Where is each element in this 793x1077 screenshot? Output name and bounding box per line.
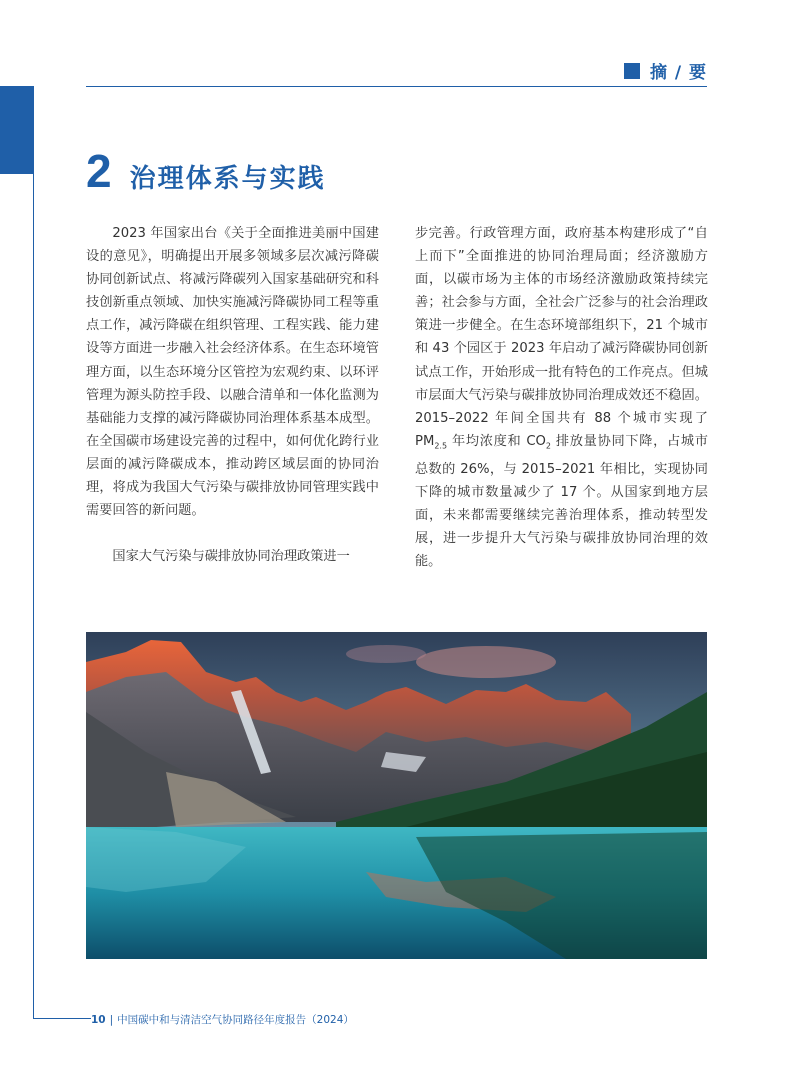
paragraph-text-b: 年均浓度和 CO [447,433,546,449]
page-footer [91,1012,354,1027]
section-title: 治理体系与实践 [129,164,326,194]
header-square-icon [624,63,640,79]
section-number: 2 [86,145,112,197]
section-heading [86,145,326,197]
pm-subscript: 2.5 [434,441,448,451]
running-header [624,58,707,83]
paragraph-2-continued [415,222,708,573]
header-rule [86,86,707,87]
header-section-label: 摘 / 要 [649,63,707,83]
paragraph-1: 2023 年国家出台《关于全面推进美丽中国建设的意见》，明确提出开展多领域多层次减污降碳协同创新试点、将减污降碳列入国家基础研究和科技创新重点领域、加快实施减污降碳协同工程等重点工作，减污降碳在组织管理、工程实践、能力建设等方面进一步融入社会经济体系。在生态环境管理方面，以生态环境分区管控为宏观约束、以环评管理为源头防控手段、以融合清单和一体化监测为基础能力支撑的减污降碳协同治理体系基本成型。在全国碳市场建设完善的过程中，如何优化跨行业层面的减污降碳成本，推动跨区域层面的协同治理，将成为我国大气污染与碳排放协同管理实践中需要回答的新问题。 [86,226,379,519]
report-title: 中国碳中和与清洁空气协同路径年度报告（2024） [117,1014,354,1026]
paragraph-2-start: 国家大气污染与碳排放协同治理政策进一 [112,549,350,565]
paragraph-text-c: 排放量协同下降，占城市总数的 26%，与 2015–2021 年相比，实现协同下降的城市数量减少了 17 个。从国家到地方层面，未来都需要继续完善治理体系，推动转型发展，进一步提升大气污染与碳排放协同治理的效能。 [415,433,708,569]
page-number: 10 [91,1014,106,1026]
right-column [415,222,708,573]
paragraph-text-a: 步完善。行政管理方面，政府基本构建形成了“自上而下”全面推进的协同治理局面；经济激励方面，以碳市场为主体的市场经济激励政策持续完善；社会参与方面，全社会广泛参与的社会治理政策进一步健全。在生态环境部组织下，21 个城市和 43 个园区于 2023 年启动了减污降碳协同创新试点工作，开始形成一批有特色的工作亮点。但城市层面大气污染与碳排放协同治理成效还不稳固。2015–2022 年间全国共有 88 个城市实现了 PM [415,226,708,449]
left-column [86,222,379,568]
co2-subscript: 2 [545,441,551,451]
landscape-photo [86,632,707,959]
landscape-photo-illustration [86,632,707,959]
side-rule [33,86,34,1018]
footer-rule [33,1018,91,1019]
side-accent-tab [0,86,33,174]
footer-separator: | [109,1014,114,1026]
